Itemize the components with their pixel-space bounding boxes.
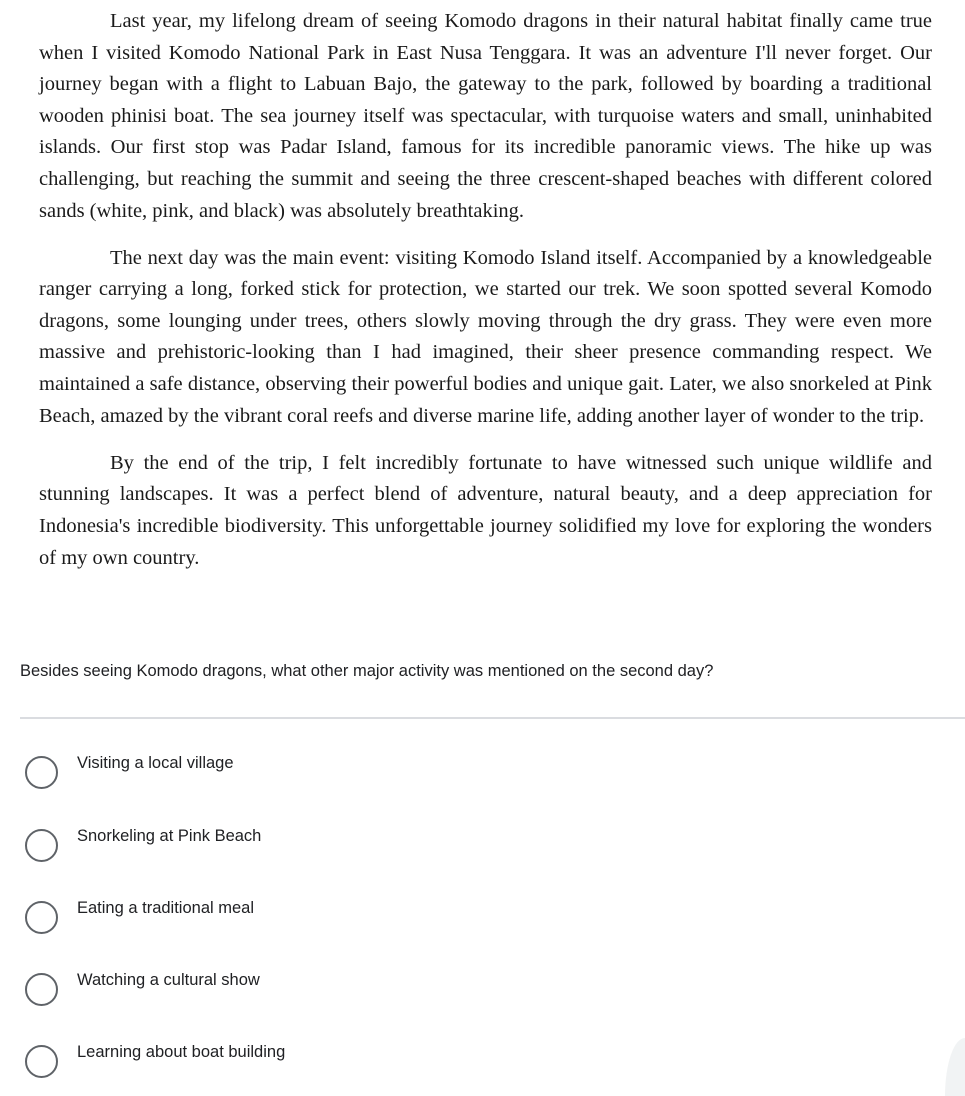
passage-paragraph-1: Last year, my lifelong dream of seeing Komodo dragons in their natural habitat finally came true when I visited Komodo National Park in East Nusa Tenggara. It was an adventure I'll never forget. Our journey began with a flight to Labuan Bajo, the gateway to the park, followed by boarding a traditional wooden phinisi boat. The sea journey itself was spectacular, with turquoise waters and small, uninhabited islands. Our first stop was Padar Island, famous for its incredible panoramic views. The hike up was challenging, but reaching the summit and seeing the three crescent-shaped beaches with different colored sands (white, pink, and black) was absolutely breathtaking.: [39, 10, 932, 222]
radio-button-icon[interactable]: [25, 1045, 58, 1078]
option-eating-meal[interactable]: [25, 891, 254, 935]
option-label: Learning about boat building: [77, 1042, 286, 1061]
option-label: Watching a cultural show: [77, 970, 260, 989]
passage-paragraph-2: The next day was the main event: visiting Komodo Island itself. Accompanied by a knowledgeable ranger carrying a long, forked stick for protection, we started our trek. We soon spotted several Komodo dragons, some lounging under trees, others slowly moving through the dry grass. They were even more massive and prehistoric-looking than I had imagined, their sheer presence commanding respect. We maintained a safe distance, observing their powerful bodies and unique gait. Later, we also snorkeled at Pink Beach, amazed by the vibrant coral reefs and diverse marine life, adding another layer of wonder to the trip.: [39, 246, 932, 427]
question-divider: [20, 717, 965, 719]
radio-button-icon[interactable]: [25, 829, 58, 862]
scroll-edge-decoration: [945, 1038, 965, 1096]
passage-paragraph-3: By the end of the trip, I felt incredibly fortunate to have witnessed such unique wildlife and stunning landscapes. It was a perfect blend of adventure, natural beauty, and a deep appreciation for Indonesia's incredible biodiversity. This unforgettable journey solidified my love for exploring the wonders of my own country.: [39, 451, 932, 569]
radio-button-icon[interactable]: [25, 973, 58, 1006]
option-label: Snorkeling at Pink Beach: [77, 826, 262, 845]
radio-button-icon[interactable]: [25, 901, 58, 934]
reading-passage: [39, 6, 932, 590]
option-label: Visiting a local village: [77, 753, 234, 772]
option-label: Eating a traditional meal: [77, 898, 255, 917]
radio-button-icon[interactable]: [25, 756, 58, 789]
question-text: Besides seeing Komodo dragons, what other major activity was mentioned on the second day?: [20, 662, 714, 680]
option-boat-building[interactable]: [25, 1035, 285, 1079]
option-cultural-show[interactable]: [25, 963, 260, 1007]
option-snorkeling-pink-beach[interactable]: [25, 819, 261, 863]
option-visiting-village[interactable]: [25, 746, 234, 790]
